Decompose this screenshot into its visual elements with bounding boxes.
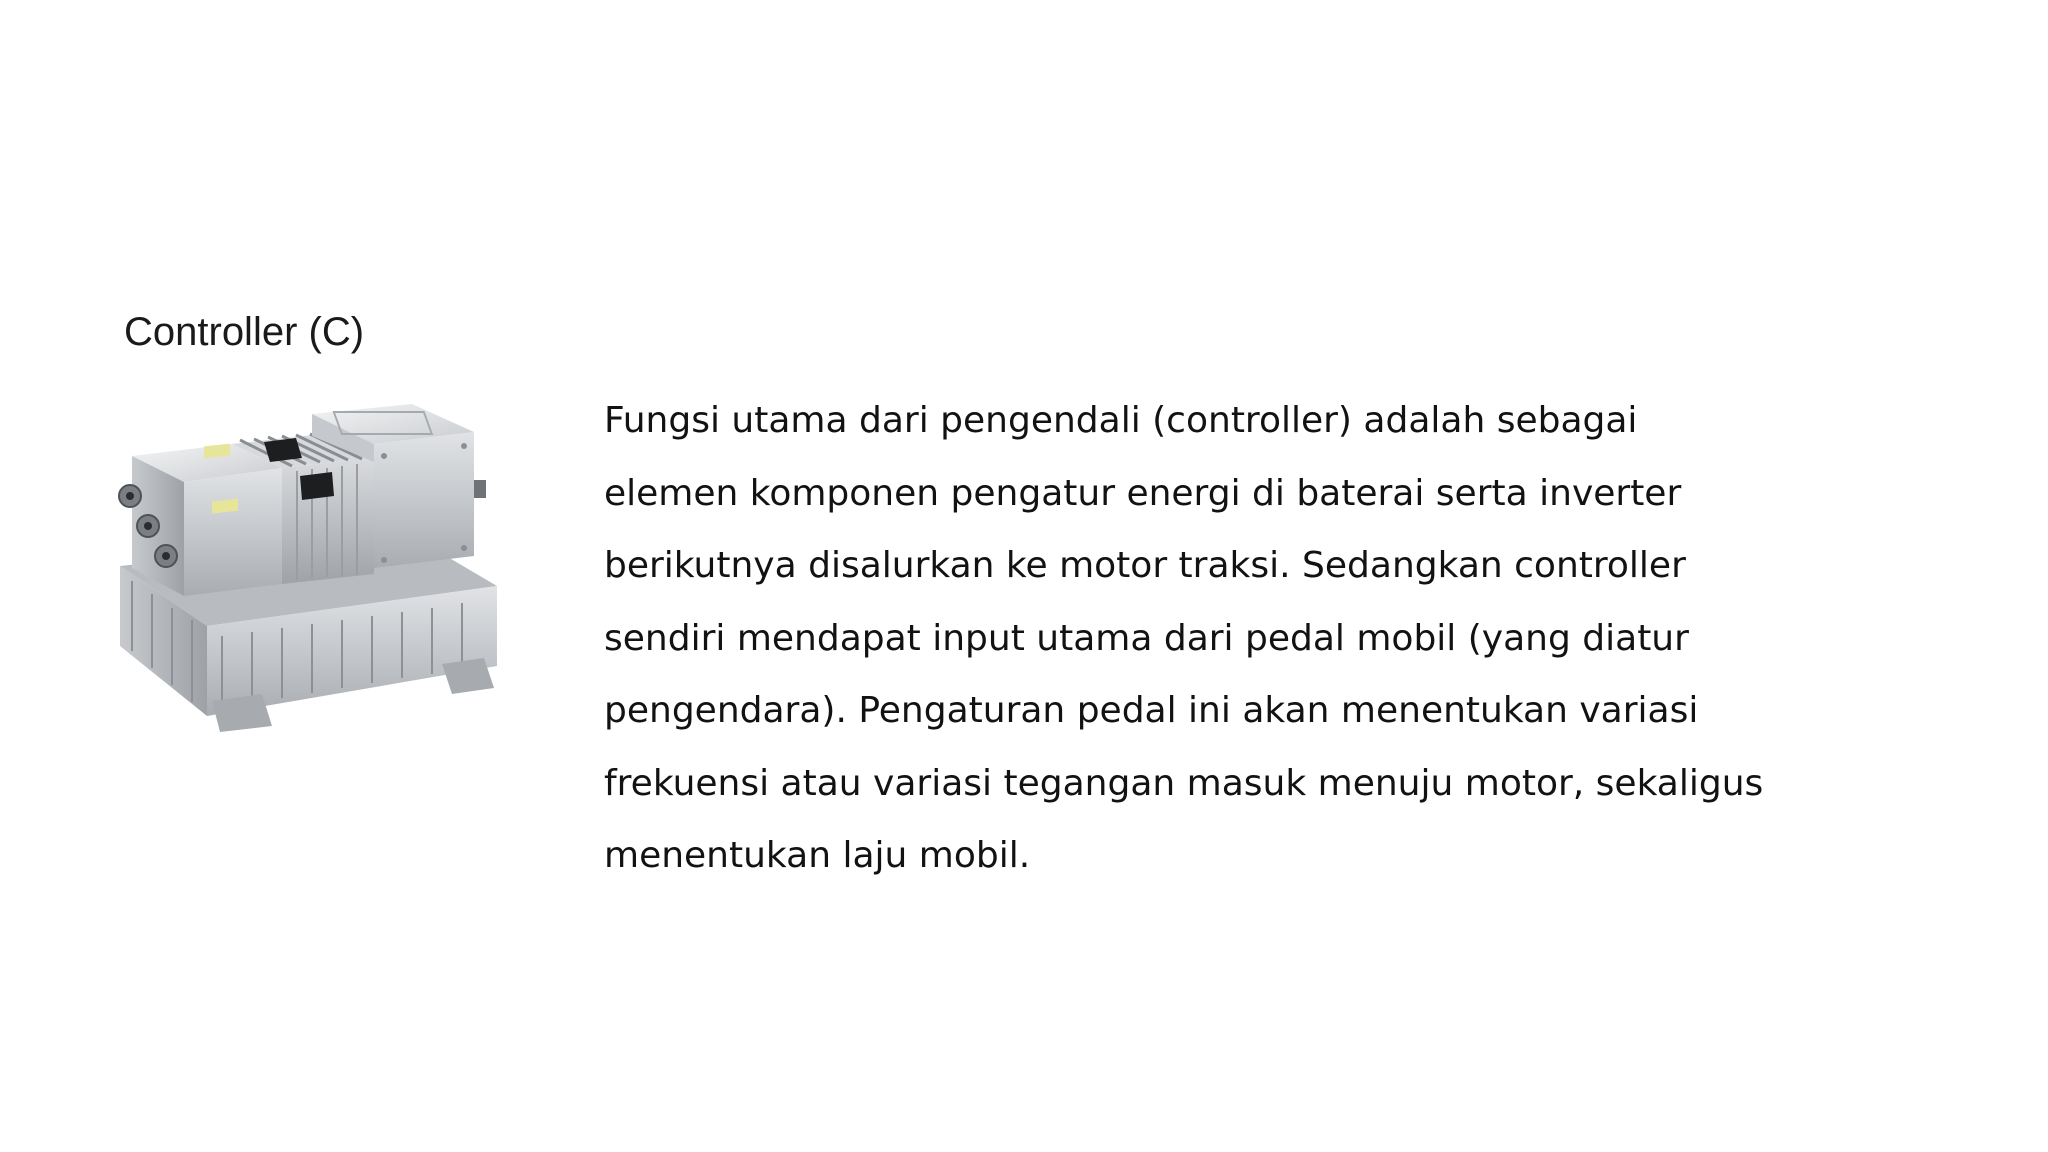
paragraph-line: Fungsi utama dari pengendali (controller) adalah sebagai: [604, 400, 1638, 441]
paragraph-line: frekuensi atau variasi tegangan masuk menuju motor, sekaligus: [604, 762, 1764, 804]
slide-title: Controller (C): [124, 310, 365, 354]
description-paragraph: [604, 385, 1904, 893]
motor-controller-icon: [112, 396, 512, 736]
controller-image: [112, 396, 512, 736]
paragraph-line: sendiri mendapat input utama dari pedal mobil (yang diatur: [604, 617, 1689, 659]
paragraph-line: elemen komponen pengatur energi di baterai serta inverter: [604, 472, 1682, 514]
paragraph-line: berikutnya disalurkan ke motor traksi. Sedangkan controller: [604, 545, 1686, 586]
paragraph-line: menentukan laju mobil.: [604, 835, 1031, 876]
paragraph-line: pengendara). Pengaturan pedal ini akan menentukan variasi: [604, 690, 1699, 731]
